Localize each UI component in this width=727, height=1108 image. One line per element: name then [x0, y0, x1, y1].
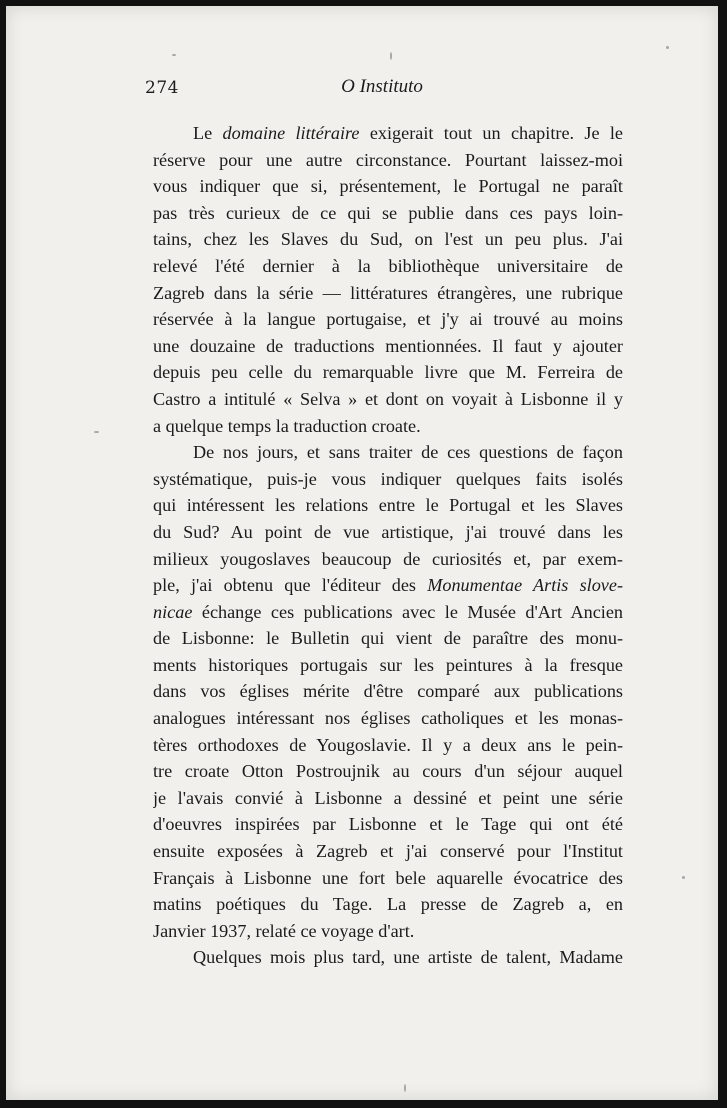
text-line: Le domaine littéraire exigerait tout un chapitre. Je le	[193, 123, 623, 143]
text-line: ple, j'ai obtenu que l'éditeur des Monumentae Artis slove-	[153, 575, 623, 596]
text-line: de Lisbonne: le Bulletin qui vient de paraître des monu-	[153, 628, 623, 649]
body-text	[153, 120, 623, 971]
text-line: dans vos églises mérite d'être comparé aux publications	[153, 681, 623, 702]
paper-speck	[172, 54, 176, 56]
text-line: qui intéressent les relations entre le Portugal et les Slaves	[153, 495, 623, 516]
text-line: Castro a intitulé « Selva » et dont on voyait à Lisbonne il y	[153, 388, 623, 409]
text-line: nicae échange ces publications avec le Musée d'Art Ancien	[153, 601, 623, 622]
text-line: relevé l'été dernier à la bibliothèque universitaire de	[153, 255, 623, 276]
text-line: systématique, puis-je vous indiquer quelques faits isolés	[153, 468, 623, 489]
text-line: réservée à la langue portugaise, et j'y ai trouvé au moins	[153, 309, 623, 330]
text-line: pas très curieux de ce qui se publie dans ces pays loin-	[153, 202, 623, 223]
text-line: Janvier 1937, relaté ce voyage d'art.	[153, 920, 415, 941]
paper-speck	[94, 431, 99, 433]
page-number: 274	[145, 78, 179, 98]
text-line: milieux yougoslaves beaucoup de curiosités et, par exem-	[153, 548, 623, 569]
text-line: ensuite exposées à Zagreb et j'ai conservé pour l'Institut	[153, 841, 623, 862]
text-line: depuis peu celle du remarquable livre que M. Ferreira de	[153, 362, 623, 383]
text-line: analogues intéressant nos églises catholiques et les monas-	[153, 708, 623, 729]
paper-speck	[390, 52, 392, 60]
text-line: De nos jours, et sans traiter de ces questions de façon	[193, 442, 623, 463]
running-title: O Instituto	[341, 76, 423, 97]
text-line: a quelque temps la traduction croate.	[153, 415, 421, 436]
paper-speck	[404, 1084, 406, 1092]
text-line: réserve pour une autre circonstance. Pourtant laissez-moi	[153, 149, 623, 170]
book-page	[6, 6, 718, 1100]
text-line: une douzaine de traductions mentionnées. Il faut y ajouter	[153, 335, 623, 356]
text-line: du Sud? Au point de vue artistique, j'ai trouvé dans les	[153, 521, 623, 542]
text-line: Zagreb dans la série — littératures étrangères, une rubrique	[153, 282, 623, 303]
text-line: Quelques mois plus tard, une artiste de talent, Madame	[193, 947, 623, 968]
text-line: d'oeuvres inspirées par Lisbonne et le Tage qui ont été	[153, 814, 623, 835]
text-line: ments historiques portugais sur les peintures à la fresque	[153, 654, 623, 675]
text-line: vous indiquer que si, présentement, le Portugal ne paraît	[153, 176, 623, 197]
text-line: je l'avais convié à Lisbonne a dessiné et peint une série	[153, 787, 623, 808]
text-line: tains, chez les Slaves du Sud, on l'est un peu plus. J'ai	[153, 229, 623, 250]
paper-speck	[682, 876, 685, 879]
text-line: tre croate Otton Postroujnik au cours d'un séjour auquel	[153, 761, 623, 782]
paper-speck	[666, 46, 669, 49]
text-line: Français à Lisbonne une fort bele aquarelle évocatrice des	[153, 867, 623, 888]
text-line: matins poétiques du Tage. La presse de Zagreb a, en	[153, 894, 623, 915]
text-line: tères orthodoxes de Yougoslavie. Il y a deux ans le pein-	[153, 734, 623, 755]
